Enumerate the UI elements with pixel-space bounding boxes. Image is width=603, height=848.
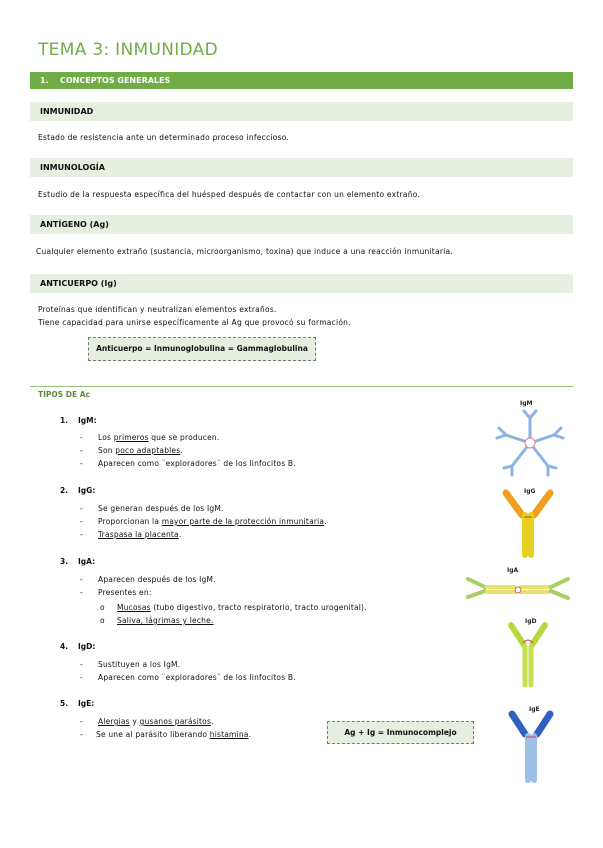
bullet: - (80, 717, 83, 726)
definition-text: Proteínas que identifican y neutralizan elementos extraños. (38, 305, 277, 314)
divider (30, 386, 573, 387)
bullet: - (80, 517, 83, 526)
type-name: IgA: (78, 557, 96, 566)
bullet: - (80, 530, 83, 539)
bullet: - (80, 660, 83, 669)
type-name: IgE: (78, 699, 95, 708)
igg-label: IgG (524, 488, 536, 495)
igm-label: IgM (520, 400, 533, 407)
sub-bullet: o (100, 616, 105, 625)
page-title: TEMA 3: INMUNIDAD (38, 40, 218, 60)
iga-diagram (463, 565, 573, 610)
section-label: CONCEPTOS GENERALES (60, 76, 171, 85)
list-item: Son poco adaptables. (98, 446, 183, 455)
list-item: Se generan después de los IgM. (98, 504, 224, 513)
bullet: - (80, 673, 83, 682)
igm-pentamer-icon (490, 398, 570, 478)
list-item: Alergias y gusanos parásitos. (98, 717, 214, 726)
list-number: 2. (60, 486, 69, 495)
inmunocomplejo-box: Ag + Ig = Inmunocomplejo (327, 721, 474, 744)
type-name: IgD: (78, 642, 96, 651)
list-item: Se une al parásito liberando histamina. (96, 730, 252, 739)
type-name: IgG: (78, 486, 96, 495)
definition-text: Estudio de la respuesta específica del huésped después de contactar con un elemento extraño. (38, 190, 421, 199)
list-item: Aparecen después de los IgM. (98, 575, 216, 584)
bullet: - (80, 730, 83, 739)
bullet: - (80, 446, 83, 455)
bullet: - (80, 459, 83, 468)
subsection-title: TIPOS DE Ac (38, 390, 91, 399)
igd-diagram (505, 615, 551, 690)
list-item: Mucosas (tubo digestivo, tracto respiratorio, tracto urogenital). (117, 603, 367, 612)
term-heading: INMUNOLOGÍA (30, 158, 573, 177)
list-item: Los primeros que se producen. (98, 433, 220, 442)
bullet: - (80, 575, 83, 584)
igd-antibody-icon (505, 615, 551, 690)
list-number: 4. (60, 642, 69, 651)
list-item: Proporcionan la mayor parte de la protección inmunitaria. (98, 517, 327, 526)
bullet: - (80, 433, 83, 442)
list-number: 5. (60, 699, 69, 708)
bullet: - (80, 504, 83, 513)
equivalence-box: Anticuerpo = Inmunoglobulina = Gammaglobulina (88, 337, 316, 361)
list-number: 3. (60, 557, 69, 566)
list-item: Traspasa la placenta. (98, 530, 182, 539)
iga-label: IgA (507, 567, 519, 574)
term-heading: INMUNIDAD (30, 102, 573, 121)
list-item: Aparecen como ¨exploradores¨ de los linfocitos B. (98, 673, 296, 682)
list-item: Presentes en: (98, 588, 152, 597)
list-number: 1. (60, 416, 69, 425)
ige-label: IgE (529, 706, 540, 713)
definition-text: Tiene capacidad para unirse específicamente al Ag que provocó su formación. (38, 318, 351, 327)
igm-diagram (490, 398, 570, 478)
section-number: 1. (40, 76, 49, 85)
igd-label: IgD (525, 618, 537, 625)
section-header (30, 72, 573, 89)
igg-diagram (498, 485, 558, 560)
term-heading: ANTÍGENO (Ag) (30, 215, 573, 234)
sub-bullet: o (100, 603, 105, 612)
term-heading: ANTICUERPO (Ig) (30, 274, 573, 293)
list-item: Saliva, lágrimas y leche. (117, 616, 214, 625)
list-item: Aparecen como ¨exploradores¨ de los linfocitos B. (98, 459, 296, 468)
type-name: IgM: (78, 416, 97, 425)
ige-diagram (505, 704, 557, 784)
igg-antibody-icon (498, 485, 558, 560)
list-item: Sustituyen a los IgM. (98, 660, 181, 669)
bullet: - (80, 588, 83, 597)
ige-antibody-icon (505, 704, 557, 784)
definition-text: Estado de resistencia ante un determinado proceso infeccioso. (38, 133, 290, 142)
definition-text: Cualquier elemento extraño (sustancia, microorganismo, toxina) que induce a una reacción inmunitaria. (36, 247, 453, 256)
